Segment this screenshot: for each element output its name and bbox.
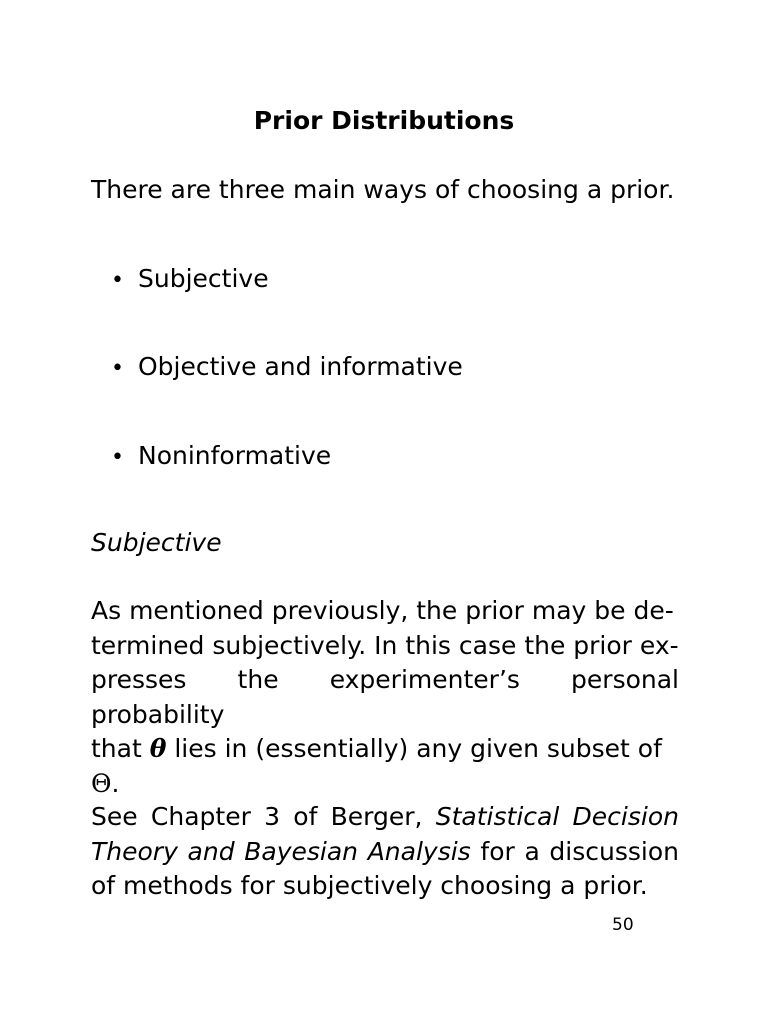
page-number: 50: [612, 915, 634, 935]
list-item-label: Noninformative: [138, 441, 332, 470]
section-heading: Subjective: [91, 528, 222, 557]
paragraph-line: termined subjectively. In this case the prior ex-: [91, 630, 679, 660]
intro-sentence: There are three main ways of choosing a prior.: [91, 175, 675, 204]
bullet-icon: •: [111, 356, 124, 381]
list-item-objective-informative: [111, 350, 463, 386]
page-title: Prior Distributions: [253, 106, 515, 135]
list-item-subjective: [111, 262, 269, 298]
bullet-icon: •: [111, 445, 124, 470]
paragraph-line-start: that: [91, 734, 150, 763]
reference-text-before: See Chapter 3 of Berger,: [91, 802, 436, 831]
theta-symbol: θ: [149, 734, 167, 763]
list-item-label: Subjective: [138, 264, 269, 293]
paragraph-subjective-prior: [91, 594, 679, 801]
paragraph-line: presses the experimenter’s personal probability: [91, 665, 679, 729]
reference-text-after: for a discussion of methods for subjectively choosing a prior.: [91, 836, 679, 900]
capital-theta-symbol: Θ: [91, 768, 112, 798]
list-item-noninformative: [111, 439, 331, 475]
paragraph-line-rest: lies in (essentially) any given subset of: [166, 734, 662, 763]
paragraph-line-end: .: [111, 768, 120, 798]
bullet-icon: •: [111, 268, 124, 293]
book-title: Statistical Decision Theory and Bayesian Analysis: [91, 802, 679, 866]
paragraph-reference: [91, 800, 679, 904]
list-item-label: Objective and informative: [138, 352, 463, 381]
paragraph-line: As mentioned previously, the prior may be de-: [91, 596, 674, 625]
